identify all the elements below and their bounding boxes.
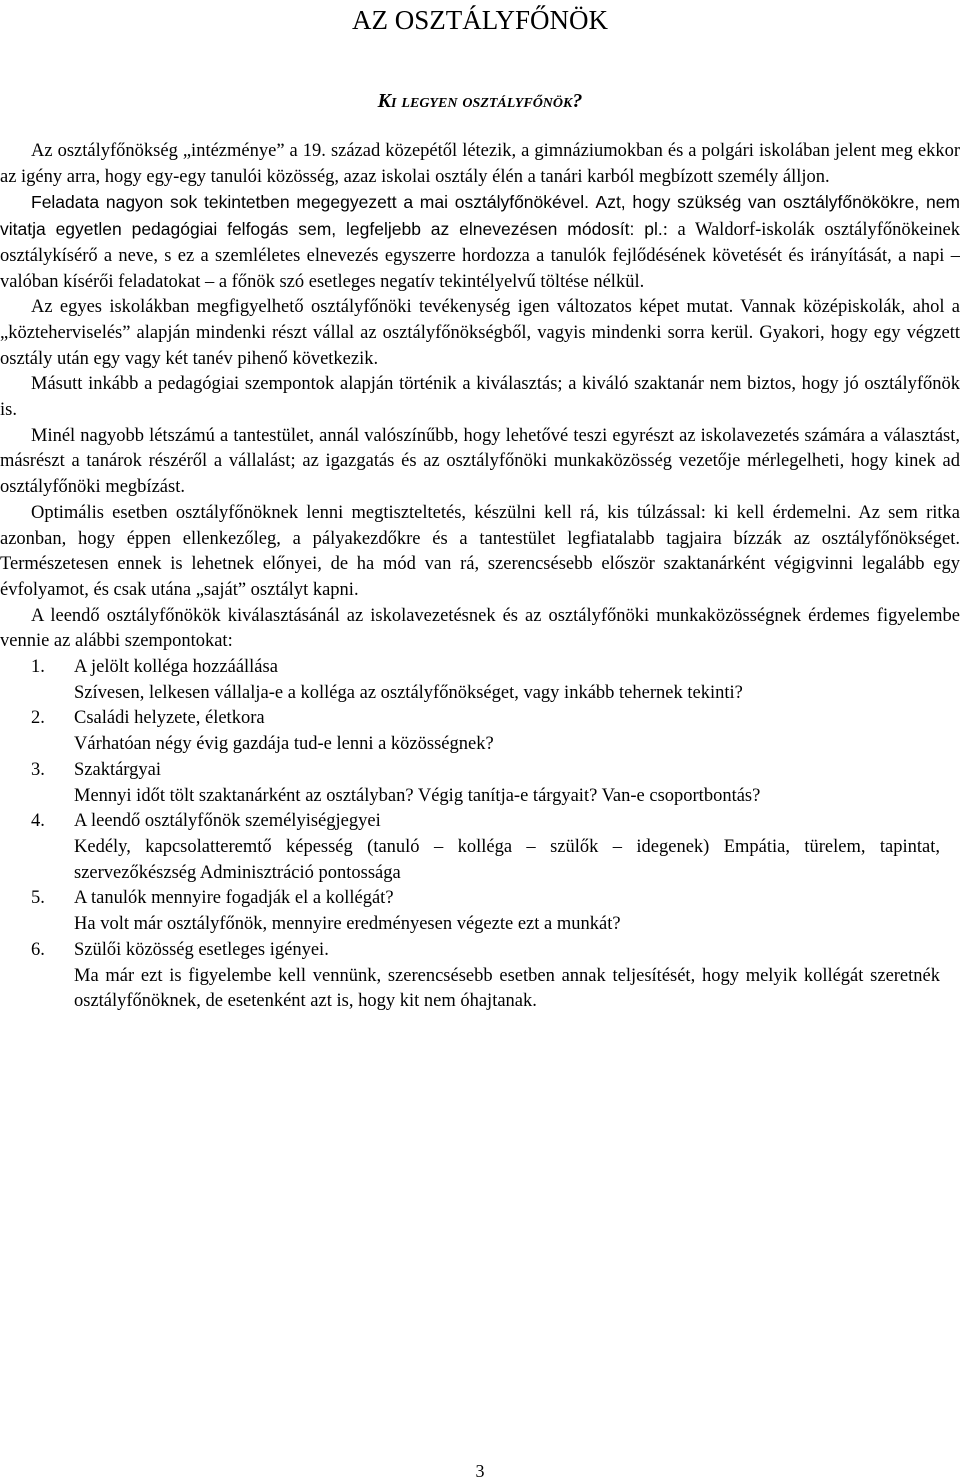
list-item-number: 6. xyxy=(31,939,45,960)
list-item-description: Mennyi időt tölt szaktanárként az osztályban? Végig tanítja-e tárgyait? Van-e csoportbontás? xyxy=(74,785,761,806)
criteria-list xyxy=(0,655,960,1015)
list-item xyxy=(0,938,960,1015)
list-item-description: Ha volt már osztályfőnök, mennyire eredményesen végezte ezt a munkát? xyxy=(74,914,621,935)
paragraph-history: Az osztályfőnökség „intézménye” a 19. század közepétől létezik, a gimnáziumokban és a polgári iskolában jelent meg ekkor az igény arra, hogy egy-egy tanulói közösség, azaz iskolai osztály élén a tanári karból megbízott személy álljon. xyxy=(0,141,960,187)
list-item-description: Várhatóan négy évig gazdája tud-e lenni a közösségnek? xyxy=(74,734,494,755)
list-item-title: A leendő osztályfőnök személyiségjegyei xyxy=(74,811,381,832)
list-item-number: 3. xyxy=(31,759,45,780)
paragraph-staff-size: Minél nagyobb létszámú a tantestület, annál valószínűbb, hogy lehetővé teszi egyrészt az iskolavezetés számára a választást, másrészt a tanárok részéről a vállalást; az igazgatás és az osztályfőnöki munkaközösség vezetője mérlegelheti, hogy kinek ad osztályfőnöki megbízást. xyxy=(0,425,960,498)
list-item-number: 4. xyxy=(31,811,45,832)
list-item-description: Szívesen, lelkesen vállalja-e a kolléga az osztályfőnökséget, vagy inkább tehernek tekinti? xyxy=(74,682,743,703)
paragraph-tasks-end: : a Waldorf-iskolák osztályfőnökeinek osztálykísérő a neve, s ez a szemléletes elnevezés egyszerre hordozza a tanulók fejlődésének követését és irányítását, a napi ‒ valóban kísérői feladatokat ‒ a főnök szó esetleges negatív tekintélyelvű töltése nélkül. xyxy=(0,220,960,292)
paragraph-optimal: Optimális esetben osztályfőnöknek lenni megtiszteltetés, készülni kell rá, kis túlzással: ki kell érdemelni. Az sem ritka azonban, hogy éppen ellenkezőleg, a pályakezdőkre és a tantestület legfiatalabb tagjaira bízzák az osztályfőnökséget. Természetesen ennek is lehetnek előnyei, de ha mód van rá, szerencsésebb először szaktanárként végigvinni legalább egy évfolyamot, és csak utána „saját” osztályt kapni. xyxy=(0,502,960,600)
list-item-title: Családi helyzete, életkora xyxy=(74,708,265,729)
list-item xyxy=(0,706,960,757)
list-item-title: Szaktárgyai xyxy=(74,759,161,780)
paragraph-practice: Az egyes iskolákban megfigyelhető osztályfőnöki tevékenység igen változatos képet mutat. Vannak középiskolák, ahol a „közteherviselés” alapján mindenki részt vállal az osztályfőnökségből, vagyis mindenki sorra kerül. Gyakori, hogy egy végzett osztály után egy vagy két tanév pihenő következik. xyxy=(0,297,960,369)
list-item-number: 5. xyxy=(31,888,45,909)
paragraph-tasks-middle: Azt, hogy szükség van osztályfőnökökre, nem vitatja egyetlen pedagógiai felfogás sem, legfeljebb az elnevezésen módosít: pl. xyxy=(0,192,960,240)
list-item-description: Kedély, kapcsolatteremtő képesség (tanuló ‒ kolléga ‒ szülők ‒ idegenek) Empátia, türelem, tapintat, szervezőkészség Adminisztráció pontossága xyxy=(74,836,940,883)
list-item-title: A tanulók mennyire fogadják el a kollégát? xyxy=(74,888,394,909)
paragraph-criteria-intro: A leendő osztályfőnökök kiválasztásánál az iskolavezetésnek és az osztályfőnöki munkaközösségnek érdemes figyelembe vennie az alábbi szempontokat: xyxy=(0,605,960,652)
page-number: 3 xyxy=(475,1461,485,1481)
list-item-title: Szülői közösség esetleges igényei. xyxy=(74,939,329,960)
paragraph-tasks xyxy=(0,190,960,295)
list-item-title: A jelölt kolléga hozzáállása xyxy=(74,657,278,678)
paragraph-tasks-lead: Feladata nagyon sok tekintetben megegyezett a mai osztályfőnökével. xyxy=(31,192,589,213)
section-heading: Ki legyen osztályfőnök? xyxy=(377,90,583,112)
document-body xyxy=(0,139,960,1015)
list-item xyxy=(0,809,960,886)
page-title: AZ OSZTÁLYFŐNÖK xyxy=(351,5,609,35)
list-item xyxy=(0,758,960,809)
list-item xyxy=(0,886,960,937)
list-item-number: 1. xyxy=(31,657,45,678)
list-item xyxy=(0,655,960,706)
paragraph-selection: Másutt inkább a pedagógiai szempontok alapján történik a kiválasztás; a kiváló szaktanár nem biztos, hogy jó osztályfőnök is. xyxy=(0,374,960,421)
list-item-number: 2. xyxy=(31,708,45,729)
list-item-description: Ma már ezt is figyelembe kell vennünk, szerencsésebb esetben annak teljesítését, hogy melyik kollégát szeretnék osztályfőnöknek, de esetenként azt is, hogy kit nem óhajtanak. xyxy=(74,965,940,1012)
